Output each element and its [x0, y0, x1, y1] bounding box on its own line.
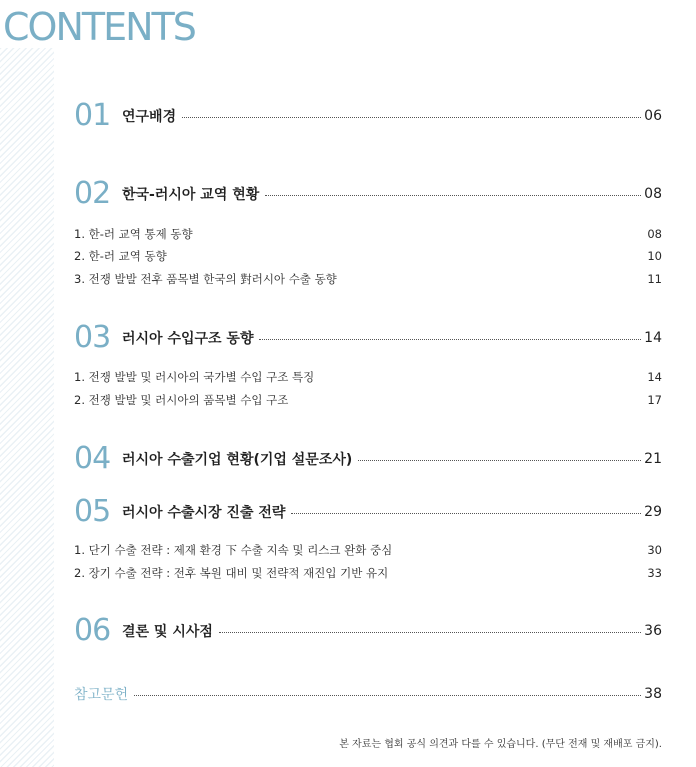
subitem-page: 10 — [647, 249, 662, 263]
section-title: 러시아 수입구조 동향 — [122, 331, 254, 347]
disclaimer-footer: 본 자료는 협회 공식 의견과 다를 수 있습니다. (무단 전재 및 재배포 금지). — [339, 739, 662, 750]
toc-section-01[interactable] — [74, 96, 662, 136]
toc-references[interactable] — [74, 682, 662, 706]
subitem-page: 14 — [647, 370, 662, 384]
section-title: 러시아 수출시장 진출 전략 — [122, 505, 286, 521]
subitem-label: 3. 전쟁 발발 전후 품목별 한국의 對러시아 수출 동향 — [74, 272, 337, 286]
section-number: 03 — [74, 320, 111, 355]
dot-leader — [182, 117, 641, 118]
section-page: 14 — [644, 330, 662, 346]
section-number: 06 — [74, 613, 111, 648]
dot-leader — [134, 695, 641, 696]
section-title: 결론 및 시사점 — [122, 624, 213, 640]
toc-section-06[interactable] — [74, 611, 662, 651]
section-number: 01 — [74, 98, 111, 133]
dot-leader — [259, 339, 641, 340]
decorative-stripe — [0, 48, 54, 767]
section-title: 연구배경 — [122, 109, 177, 125]
section-page: 36 — [644, 623, 662, 639]
subitem-page: 11 — [647, 272, 662, 286]
dot-leader — [291, 513, 641, 514]
dot-leader — [219, 632, 641, 633]
subitem-page: 33 — [647, 566, 662, 580]
subitem-page: 30 — [647, 543, 662, 557]
toc-section-05[interactable] — [74, 492, 662, 532]
subitem-label: 1. 한-러 교역 통제 동향 — [74, 227, 193, 241]
toc-subitem[interactable] — [74, 391, 662, 409]
toc-subitem[interactable] — [74, 247, 662, 265]
subitem-page: 17 — [647, 393, 662, 407]
toc-subitem[interactable] — [74, 541, 662, 559]
section-title: 한국-러시아 교역 현황 — [122, 187, 260, 203]
section-number: 05 — [74, 494, 111, 529]
section-number: 02 — [74, 176, 111, 211]
toc-subitem[interactable] — [74, 368, 662, 386]
toc-section-02[interactable] — [74, 174, 662, 214]
dot-leader — [358, 460, 641, 461]
toc-subitem[interactable] — [74, 564, 662, 582]
subitem-label: 2. 장기 수출 전략 : 전후 복원 대비 및 전략적 재진입 기반 유지 — [74, 566, 389, 580]
subitem-page: 08 — [647, 227, 662, 241]
section-title: 러시아 수출기업 현황(기업 설문조사) — [122, 452, 353, 468]
section-page: 21 — [644, 451, 662, 467]
references-page: 38 — [644, 686, 662, 702]
toc-subitem[interactable] — [74, 270, 662, 288]
subitem-label: 1. 전쟁 발발 및 러시아의 국가별 수입 구조 특징 — [74, 370, 315, 384]
subitem-label: 1. 단기 수출 전략 : 제재 환경 下 수출 지속 및 리스크 완화 중심 — [74, 543, 393, 557]
references-title: 참고문헌 — [74, 687, 129, 703]
toc-section-04[interactable] — [74, 439, 662, 479]
section-number: 04 — [74, 441, 111, 476]
toc-subitem[interactable] — [74, 225, 662, 243]
page-title: CONTENTS — [3, 5, 195, 49]
section-page: 29 — [644, 504, 662, 520]
subitem-label: 2. 한-러 교역 동향 — [74, 249, 167, 263]
section-page: 08 — [644, 186, 662, 202]
subitem-label: 2. 전쟁 발발 및 러시아의 품목별 수입 구조 — [74, 393, 289, 407]
dot-leader — [265, 195, 641, 196]
toc-section-03[interactable] — [74, 318, 662, 358]
section-page: 06 — [644, 108, 662, 124]
